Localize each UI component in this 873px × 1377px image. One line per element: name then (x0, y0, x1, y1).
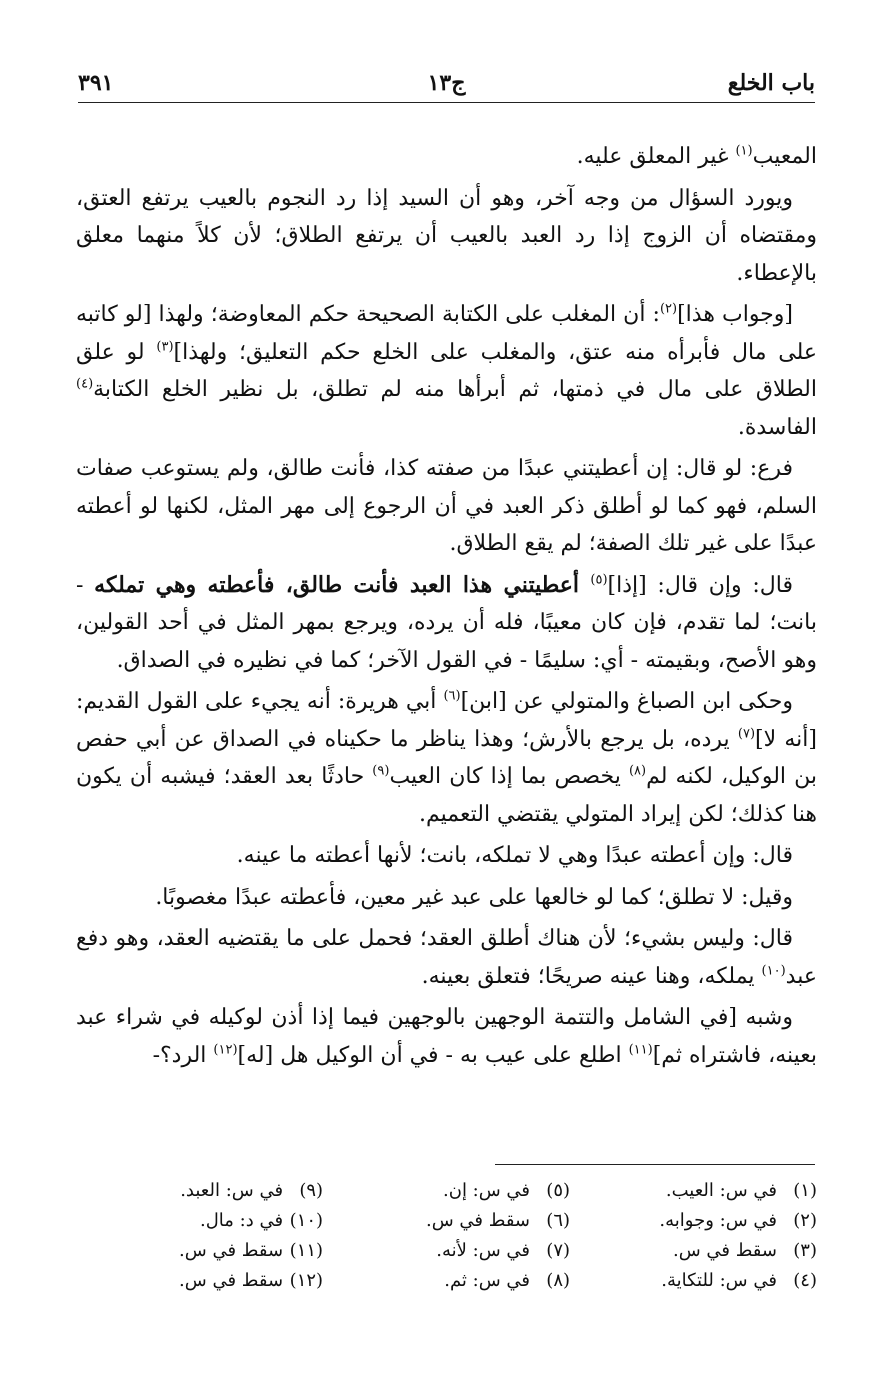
paragraph-8: وقيل: لا تطلق؛ كما لو خالعها على عبد غير معين، فأعطته عبدًا مغصوبًا. (155, 884, 793, 910)
footnote: (٨)في س: ثم. (444, 1270, 571, 1291)
footnote-ref-9[interactable]: (٩) (372, 763, 390, 779)
chapter-title: باب الخلع (727, 70, 815, 96)
footnote-ref-6[interactable]: (٦) (443, 688, 461, 704)
footnote-column-2 (323, 1176, 570, 1296)
footnote-ref-3[interactable]: (٣) (156, 339, 174, 355)
footnote: (٥)في س: إن. (443, 1180, 571, 1201)
paragraph-9: قال: وليس بشيء؛ لأن هناك أطلق العقد؛ فحمل على ما يقتضيه العقد، وهو دفع عبد$^{(١٠)}$ يملكه، وهنا عينه صريحًا؛ فتعلق بعينه. (76, 926, 817, 989)
paragraph-5: قال: وإن قال: [إذا]$^{(٥)}$ أعطيتني هذا العبد فأنت طالق، فأعطته وهي تملكه - بانت؛ لما تقدم، فإن كان معيبًا، فله أن يرده، ويرجع بمهر المثل في أحد القولين، وهو الأصح، وبقيمته - أي: سليمًا - في القول الآخر؛ كما في نظيره في الصداق. (76, 571, 817, 673)
footnote-ref-12[interactable]: (١٢) (213, 1042, 238, 1058)
main-text (76, 138, 817, 1078)
footnote-ref-1[interactable]: (١) (735, 143, 753, 159)
paragraph-6: وحكى ابن الصباغ والمتولي عن [ابن]$^{(٦)}$ أبي هريرة: أنه يجيء على القول القديم: [أنه لا]$^{(٧)}$ يرده، بل يرجع بالأرش؛ وهذا يناظر ما حكيناه في الصداق عن أبي حفص بن الوكيل، لكنه لم$^{(٨)}$ يخصص بما إذا كان العيب$^{(٩)}$ حادثًا بعد العقد؛ فيشبه أن يكون هنا كذلك؛ لكن إيراد المتولي يقتضي التعميم. (76, 688, 818, 827)
footnote: (٣)سقط في س. (672, 1240, 817, 1261)
footnote: (٤)في س: للتكاية. (661, 1270, 817, 1291)
footnote-ref-4[interactable]: (٤) (76, 376, 94, 392)
footnote-ref-2[interactable]: (٢) (659, 301, 678, 317)
footnote: (١١)سقط في س. (179, 1240, 324, 1261)
footnote-ref-10[interactable]: (١٠) (761, 963, 786, 979)
footnote-ref-7[interactable]: (٧) (737, 726, 756, 742)
footnote: (٩)في س: العبد. (180, 1180, 324, 1201)
paragraph-4: فرع: لو قال: إن أعطيتني عبدًا من صفته كذا، فأنت طالق، ولم يستوعب صفات السلم، فهو كما لو أطلق ذكر العبد في أن الرجوع إلى مهر المثل، لكنها لو أعطته عبدًا على غير تلك الصفة؛ لم يقع الطلاق. (76, 456, 817, 556)
footnote-column-1 (570, 1176, 817, 1296)
footnote-ref-5[interactable]: (٥) (590, 572, 608, 588)
footnote-ref-8[interactable]: (٨) (628, 763, 647, 779)
page-number: ٣٩١ (78, 70, 114, 96)
footnote: (٧)في س: لأنه. (436, 1240, 571, 1261)
footnote: (٢)في س: وجوابه. (659, 1210, 817, 1231)
footnote-column-3 (76, 1176, 323, 1296)
volume-number: ج١٣ (427, 70, 466, 96)
paragraph-10: وشبه [في الشامل والتتمة الوجهين بالوجهين فيما إذا أذن لوكيله في شراء عبد بعينه، فاشتراه ثم]$^{(١١)}$ اطلع على عيب به - في أن الوكيل هل [له]$^{(١٢)}$ الرد؟- (76, 1005, 817, 1068)
running-header (78, 66, 815, 103)
paragraph-3: [وجواب هذا]$^{(٢)}$: أن المغلب على الكتابة الصحيحة حكم المعاوضة؛ ولهذا [لو كاتبه على مال فأبرأه منه عتق، والمغلب على الخلع حكم التعليق؛ ولهذا]$^{(٣)}$ لو علق الطلاق على مال في ذمتها، ثم أبرأها منه لم تطلق، بل نظير الخلع الكتابة$^{(٤)}$ الفاسدة. (76, 301, 818, 440)
footnotes (76, 1176, 817, 1296)
paragraph-7: قال: وإن أعطته عبدًا وهي لا تملكه، بانت؛ لأنها أعطته ما عينه. (236, 843, 793, 868)
footnote-ref-11[interactable]: (١١) (628, 1042, 653, 1058)
bold-matn: أعطيتني هذا العبد فأنت طالق، فأعطته وهي تملكه (94, 571, 591, 598)
footnote: (١٢)سقط في س. (179, 1270, 324, 1291)
footnote: (٦)سقط في س. (426, 1210, 571, 1231)
footnote: (١٠)في د: مال. (200, 1210, 324, 1231)
footnote-divider (495, 1164, 815, 1165)
paragraph-1: المعيب$^{(١)}$ غير المعلق عليه. (576, 143, 817, 169)
footnote: (١)في س: العيب. (665, 1180, 817, 1201)
paragraph-2: ويورد السؤال من وجه آخر، وهو أن السيد إذا رد النجوم بالعيب يرتفع العتق، ومقتضاه أن الزوج إذا رد العبد بالعيب أن يرتفع الطلاق؛ لأن كلاً منهما معلق بالإعطاء. (76, 185, 817, 286)
